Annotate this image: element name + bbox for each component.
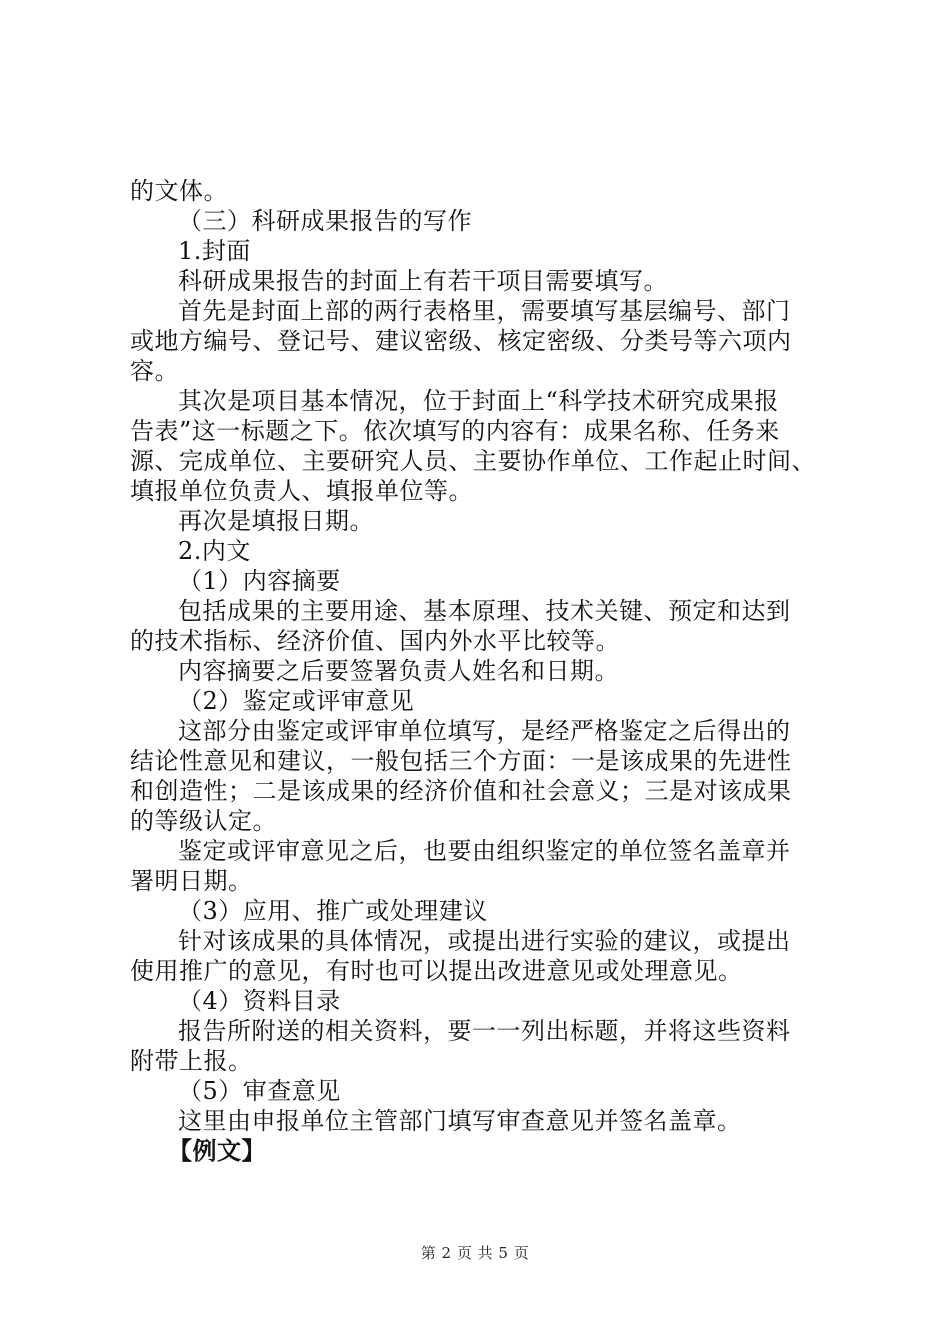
paragraph-line: 首先是封面上部的两行表格里，需要填写基层编号、部门	[178, 297, 791, 325]
paragraph-line: 鉴定或评审意见之后，也要由组织鉴定的单位签名盖章并	[178, 837, 791, 865]
item-heading: （2）鉴定或评审意见	[178, 687, 415, 715]
paragraph-line: 源、完成单位、主要研究人员、主要协作单位、工作起止时间、	[130, 447, 816, 475]
paragraph-line: 的等级认定。	[130, 807, 277, 835]
paragraph-line: 填报单位负责人、填报单位等。	[130, 477, 473, 505]
item-heading: （4）资料目录	[178, 987, 341, 1015]
paragraph-line: 和创造性；二是该成果的经济价值和社会意义；三是对该成果	[130, 777, 792, 805]
item-heading: （3）应用、推广或处理建议	[178, 897, 488, 925]
paragraph-line: 其次是项目基本情况，位于封面上“科学技术研究成果报	[178, 387, 779, 415]
paragraph-line: 告表”这一标题之下。依次填写的内容有：成果名称、任务来	[130, 417, 780, 445]
subsection-heading: 1.封面	[178, 237, 251, 265]
section-heading: （三）科研成果报告的写作	[178, 207, 472, 235]
paragraph-line: 附带上报。	[130, 1047, 253, 1075]
paragraph-line: 包括成果的主要用途、基本原理、技术关键、预定和达到	[178, 597, 791, 625]
paragraph-line: 这部分由鉴定或评审单位填写，是经严格鉴定之后得出的	[178, 717, 791, 745]
paragraph-line: 再次是填报日期。	[178, 507, 374, 535]
paragraph-line: 科研成果报告的封面上有若干项目需要填写。	[178, 267, 668, 295]
paragraph-line: 或地方编号、登记号、建议密级、核定密级、分类号等六项内	[130, 327, 792, 355]
paragraph-line: 署明日期。	[130, 867, 253, 895]
subsection-heading: 2.内文	[178, 537, 251, 565]
paragraph-line: 报告所附送的相关资料，要一一列出标题，并将这些资料	[178, 1017, 791, 1045]
paragraph-line: 结论性意见和建议，一般包括三个方面：一是该成果的先进性	[130, 747, 792, 775]
paragraph-line: 的技术指标、经济价值、国内外水平比较等。	[130, 627, 620, 655]
paragraph-line: 的文体。	[130, 177, 228, 205]
page-number-footer: 第 2 页 共 5 页	[420, 1244, 530, 1262]
paragraph-line: 针对该成果的具体情况，或提出进行实验的建议，或提出	[178, 927, 791, 955]
item-heading: （5）审查意见	[178, 1077, 341, 1105]
paragraph-line: 使用推广的意见，有时也可以提出改进意见或处理意见。	[130, 957, 743, 985]
paragraph-line: 内容摘要之后要签署负责人姓名和日期。	[178, 657, 619, 685]
paragraph-line: 这里由申报单位主管部门填写审查意见并签名盖章。	[178, 1107, 742, 1135]
example-heading: 【例文】	[168, 1136, 266, 1165]
paragraph-line: 容。	[130, 357, 179, 385]
item-heading: （1）内容摘要	[178, 567, 341, 595]
